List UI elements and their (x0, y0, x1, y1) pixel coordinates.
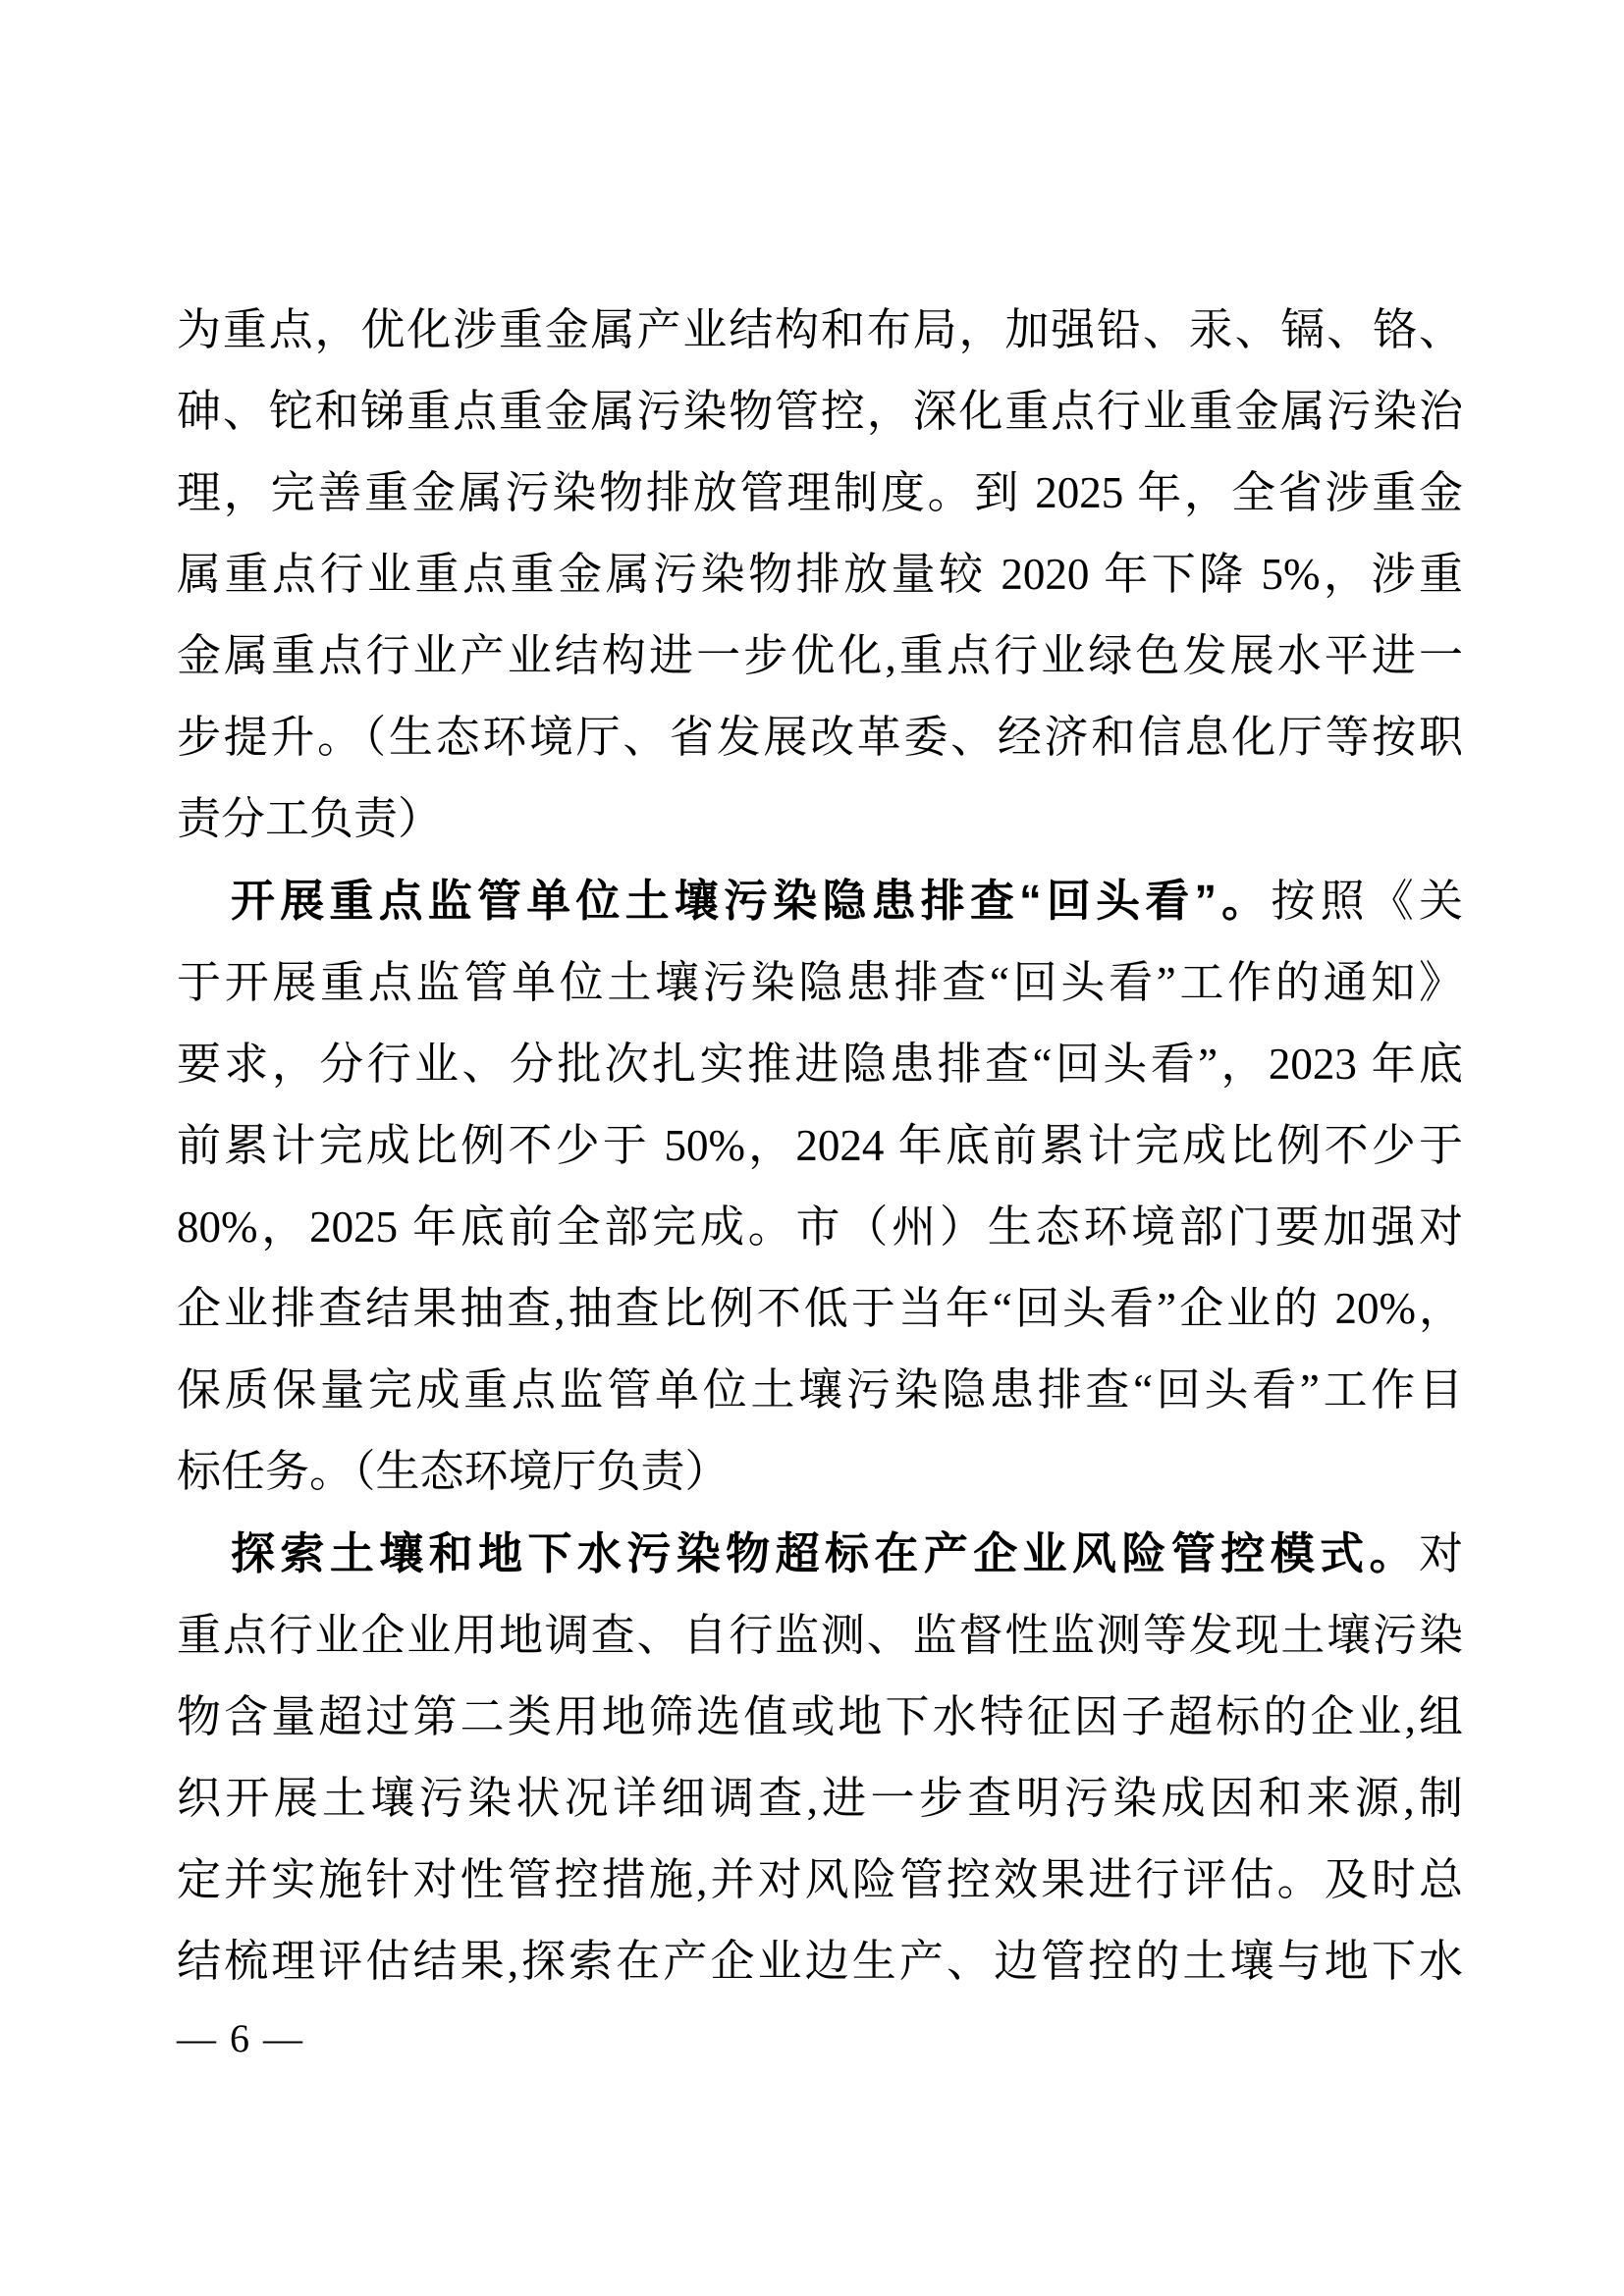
text-line (177, 1024, 1463, 1105)
page-number: — 6 — (177, 2016, 304, 2060)
text-line (177, 1840, 1463, 1921)
text-run: 前累计完成比例不少于 50%，2024 年底前累计完成比例不少于 (177, 1121, 1463, 1170)
text-run: 80%，2025 年底前全部完成。市（州）生态环境部门要加强对 (177, 1202, 1463, 1252)
text-line (177, 1187, 1463, 1268)
text-line (177, 1758, 1463, 1840)
text-run: 结梳理评估结果,探索在产企业边生产、边管控的土壤与地下水 (177, 1937, 1463, 1986)
text-line (177, 697, 1463, 778)
text-run: 金属重点行业产业结构进一步优化,重点行业绿色发展水平进一 (177, 631, 1463, 680)
text-run: 按照《关 (1271, 877, 1463, 926)
text-run: 理，完善重金属污染物排放管理制度。到 2025 年，全省涉重金 (177, 468, 1463, 517)
text-run: 保质保量完成重点监管单位土壤污染隐患排查“回头看”工作目 (177, 1365, 1463, 1415)
text-line (177, 453, 1463, 534)
paragraph (177, 860, 1463, 1513)
text-line (177, 371, 1463, 453)
text-line (177, 534, 1463, 615)
text-line (177, 1431, 1463, 1513)
text-run: 为重点，优化涉重金属产业结构和布局，加强铅、汞、镉、铬、 (177, 305, 1463, 354)
text-run: 属重点行业重点重金属污染物排放量较 2020 年下降 5%，涉重 (177, 550, 1463, 599)
text-line (177, 860, 1463, 942)
text-run: 物含量超过第二类用地筛选值或地下水特征因子超标的企业,组 (177, 1692, 1463, 1741)
text-line (177, 1677, 1463, 1758)
text-line (177, 778, 1463, 860)
text-run: 砷、铊和锑重点重金属污染物管控，深化重点行业重金属污染治 (177, 387, 1463, 436)
text-line (177, 1268, 1463, 1350)
text-line (177, 1921, 1463, 2002)
text-run: 重点行业企业用地调查、自行监测、监督性监测等发现土壤污染 (177, 1611, 1463, 1660)
text-run: 要求，分行业、分批次扎实推进隐患排查“回头看”，2023 年底 (177, 1040, 1463, 1089)
text-line (177, 942, 1463, 1024)
text-line (177, 1513, 1463, 1595)
paragraph (177, 290, 1463, 860)
bold-text-run: 开展重点监管单位土壤污染隐患排查“回头看”。 (231, 876, 1272, 926)
text-line (177, 615, 1463, 697)
document-body (177, 290, 1463, 2002)
text-run: 标任务。（生态环境厅负责） (177, 1447, 730, 1496)
text-run: 步提升。（生态环境厅、省发展改革委、经济和信息化厅等按职 (177, 713, 1463, 762)
text-line (177, 1350, 1463, 1431)
text-run: 责分工负责） (177, 794, 443, 843)
text-run: 于开展重点监管单位土壤污染隐患排查“回头看”工作的通知》 (177, 958, 1463, 1007)
paragraph (177, 1513, 1463, 2002)
text-run: 定并实施针对性管控措施,并对风险管控效果进行评估。及时总 (177, 1855, 1463, 1904)
text-line (177, 1595, 1463, 1677)
text-run: 对 (1418, 1529, 1463, 1578)
text-run: 织开展土壤污染状况详细调查,进一步查明污染成因和来源,制 (177, 1774, 1463, 1823)
text-run: 企业排查结果抽查,抽查比例不低于当年“回头看”企业的 20%， (177, 1284, 1463, 1333)
text-line (177, 290, 1463, 371)
bold-text-run: 探索土壤和地下水污染物超标在产企业风险管控模式。 (231, 1528, 1419, 1578)
text-line (177, 1105, 1463, 1187)
